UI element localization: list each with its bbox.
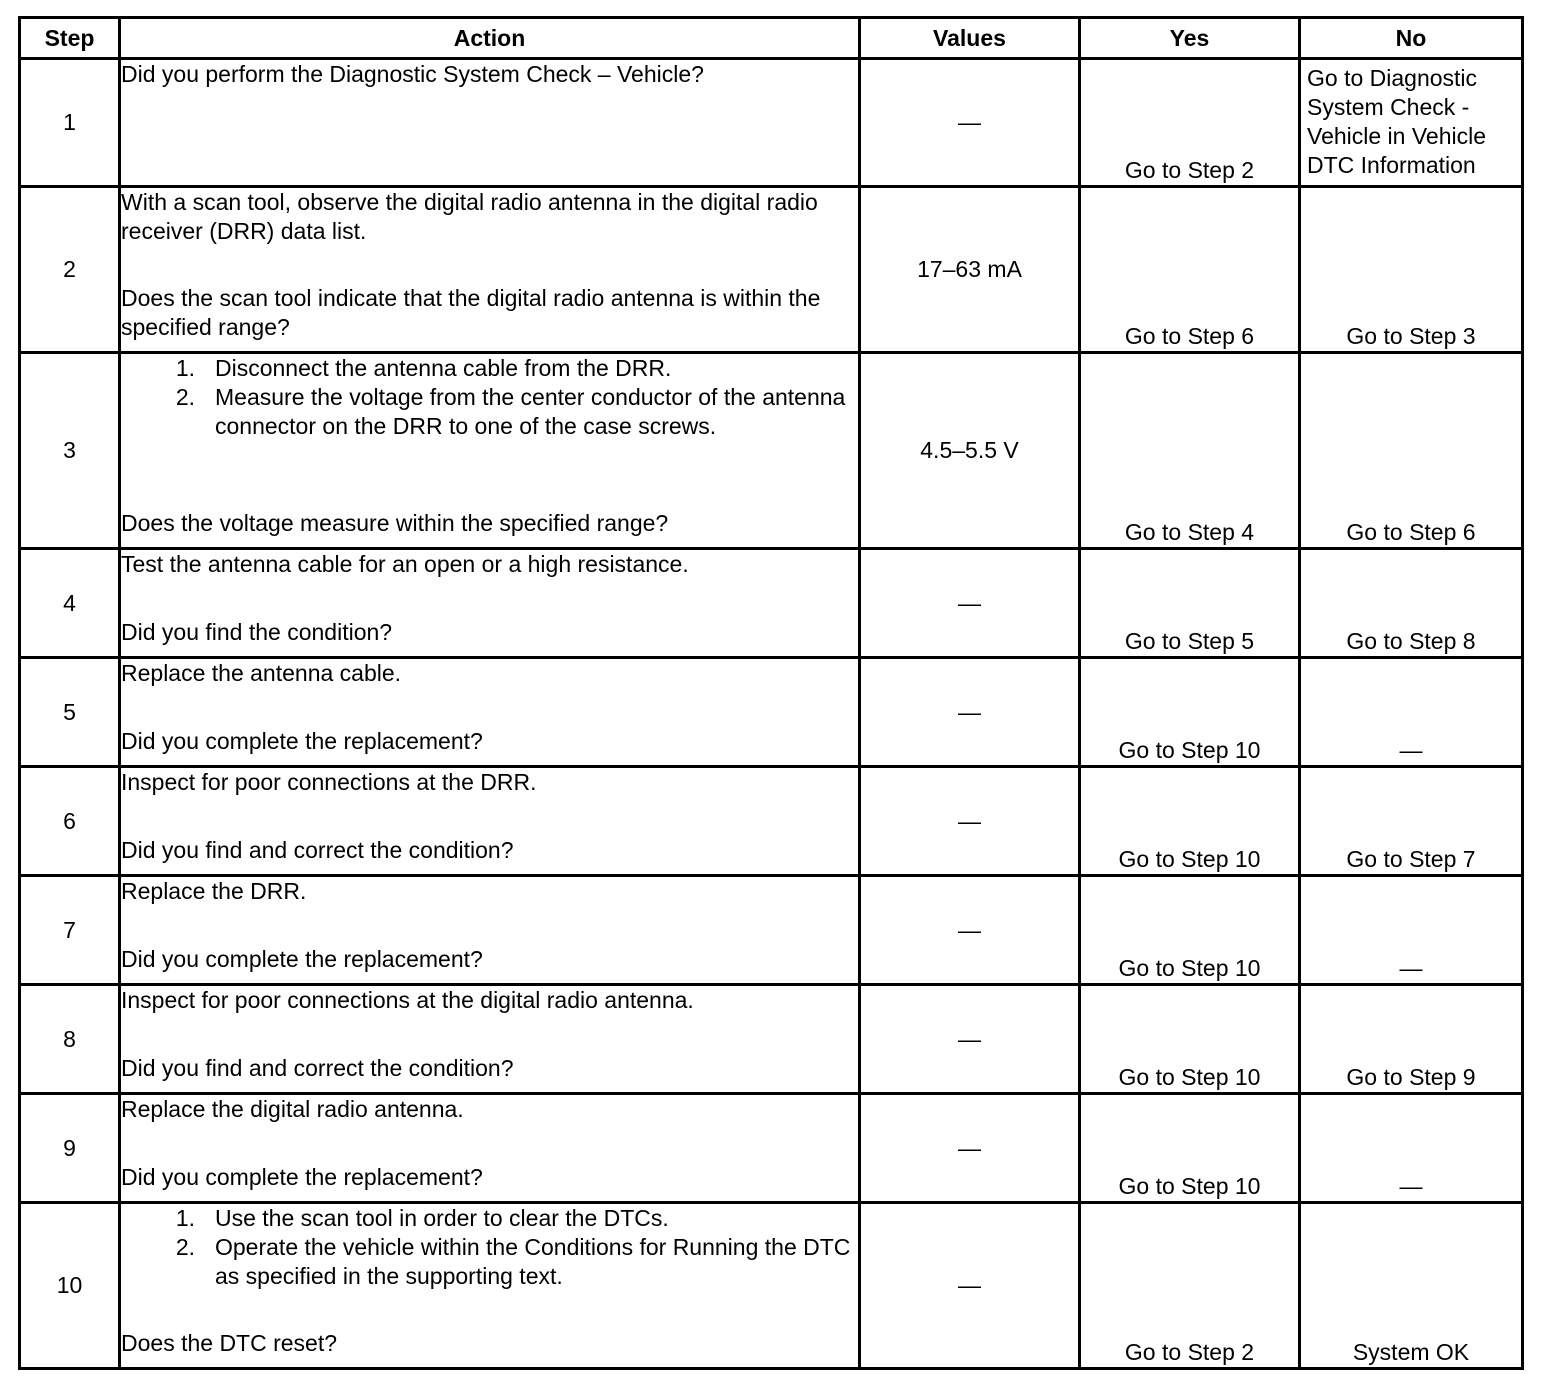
yes-cell: Go to Step 10 (1080, 985, 1300, 1094)
no-cell: Go to Step 8 (1300, 549, 1523, 658)
yes-cell: Go to Step 10 (1080, 658, 1300, 767)
step-number: 1 (20, 59, 120, 187)
value-cell: — (860, 59, 1080, 187)
action-cell (120, 985, 860, 1094)
list-item (121, 383, 858, 441)
table-row (20, 59, 1523, 187)
step-number: 10 (20, 1203, 120, 1369)
value-cell: — (860, 767, 1080, 876)
header-no: No (1300, 18, 1523, 59)
action-text: Test the antenna cable for an open or a high resistance. (121, 551, 689, 577)
step-number: 4 (20, 549, 120, 658)
table-row (20, 1203, 1523, 1369)
action-cell (120, 187, 860, 353)
yes-cell: Go to Step 6 (1080, 187, 1300, 353)
value-cell: — (860, 985, 1080, 1094)
action-cell (120, 658, 860, 767)
action-cell (120, 353, 860, 549)
list-item (121, 1233, 858, 1291)
yes-cell: Go to Step 2 (1080, 59, 1300, 187)
action-text: Inspect for poor connections at the digital radio antenna. (121, 987, 694, 1013)
value-cell: 17–63 mA (860, 187, 1080, 353)
yes-cell: Go to Step 10 (1080, 1094, 1300, 1203)
action-cell (120, 1094, 860, 1203)
action-question: Did you complete the replacement? (121, 1164, 483, 1190)
list-text: Use the scan tool in order to clear the DTCs. (215, 1205, 669, 1231)
no-cell: — (1300, 876, 1523, 985)
table-row (20, 876, 1523, 985)
table-row (20, 767, 1523, 876)
list-number: 1. (175, 1205, 195, 1231)
value-cell: — (860, 876, 1080, 985)
yes-cell: Go to Step 10 (1080, 876, 1300, 985)
action-cell (120, 876, 860, 985)
no-cell: Go to Step 7 (1300, 767, 1523, 876)
header-values: Values (860, 18, 1080, 59)
action-text: Inspect for poor connections at the DRR. (121, 769, 537, 795)
yes-cell: Go to Step 5 (1080, 549, 1300, 658)
header-yes: Yes (1080, 18, 1300, 59)
step-number: 9 (20, 1094, 120, 1203)
header-step: Step (20, 18, 120, 59)
list-number: 1. (175, 355, 195, 381)
no-cell: — (1300, 658, 1523, 767)
action-text: Replace the DRR. (121, 878, 307, 904)
value-cell: — (860, 1203, 1080, 1369)
no-cell: — (1300, 1094, 1523, 1203)
action-cell (120, 549, 860, 658)
table-row (20, 353, 1523, 549)
yes-cell: Go to Step 2 (1080, 1203, 1300, 1369)
list-item (121, 1204, 858, 1233)
action-text: Replace the digital radio antenna. (121, 1096, 464, 1122)
list-text: Measure the voltage from the center conductor of the antenna connector on the DRR to one of the case screws. (215, 384, 846, 439)
list-text: Disconnect the antenna cable from the DRR. (215, 355, 672, 381)
no-cell: Go to Diagnostic System Check - Vehicle in Vehicle DTC Information (1300, 59, 1523, 187)
value-cell: — (860, 1094, 1080, 1203)
step-number: 6 (20, 767, 120, 876)
table-row (20, 549, 1523, 658)
diagnostic-table (18, 16, 1524, 1370)
step-number: 2 (20, 187, 120, 353)
no-cell: System OK (1300, 1203, 1523, 1369)
action-question: Did you find and correct the condition? (121, 1055, 514, 1081)
header-row (20, 18, 1523, 59)
action-list (121, 1204, 858, 1291)
value-cell: 4.5–5.5 V (860, 353, 1080, 549)
step-number: 7 (20, 876, 120, 985)
action-list (121, 354, 858, 441)
step-number: 5 (20, 658, 120, 767)
step-number: 8 (20, 985, 120, 1094)
list-number: 2. (175, 1234, 195, 1260)
table-row (20, 985, 1523, 1094)
value-cell: — (860, 658, 1080, 767)
action-question: Did you complete the replacement? (121, 946, 483, 972)
table-row (20, 1094, 1523, 1203)
yes-cell: Go to Step 4 (1080, 353, 1300, 549)
list-text: Operate the vehicle within the Conditions for Running the DTC as specified in the supporting text. (215, 1234, 851, 1289)
action-question: Did you complete the replacement? (121, 728, 483, 754)
table-row (20, 187, 1523, 353)
action-question: Did you find the condition? (121, 619, 393, 645)
yes-cell: Go to Step 10 (1080, 767, 1300, 876)
action-text: Did you perform the Diagnostic System Check – Vehicle? (121, 61, 704, 87)
table-row (20, 658, 1523, 767)
no-cell: Go to Step 9 (1300, 985, 1523, 1094)
action-cell (120, 59, 860, 187)
action-text: With a scan tool, observe the digital radio antenna in the digital radio receiver (DRR) data list. (121, 189, 818, 244)
header-action: Action (120, 18, 860, 59)
action-question: Does the voltage measure within the specified range? (121, 510, 669, 536)
value-cell: — (860, 549, 1080, 658)
list-item (121, 354, 858, 383)
action-cell (120, 767, 860, 876)
action-question: Did you find and correct the condition? (121, 837, 514, 863)
action-cell (120, 1203, 860, 1369)
no-cell: Go to Step 3 (1300, 187, 1523, 353)
list-number: 2. (175, 384, 195, 410)
action-text: Replace the antenna cable. (121, 660, 402, 686)
action-question: Does the scan tool indicate that the digital radio antenna is within the specified range? (121, 285, 821, 340)
action-question: Does the DTC reset? (121, 1330, 338, 1356)
step-number: 3 (20, 353, 120, 549)
no-cell: Go to Step 6 (1300, 353, 1523, 549)
